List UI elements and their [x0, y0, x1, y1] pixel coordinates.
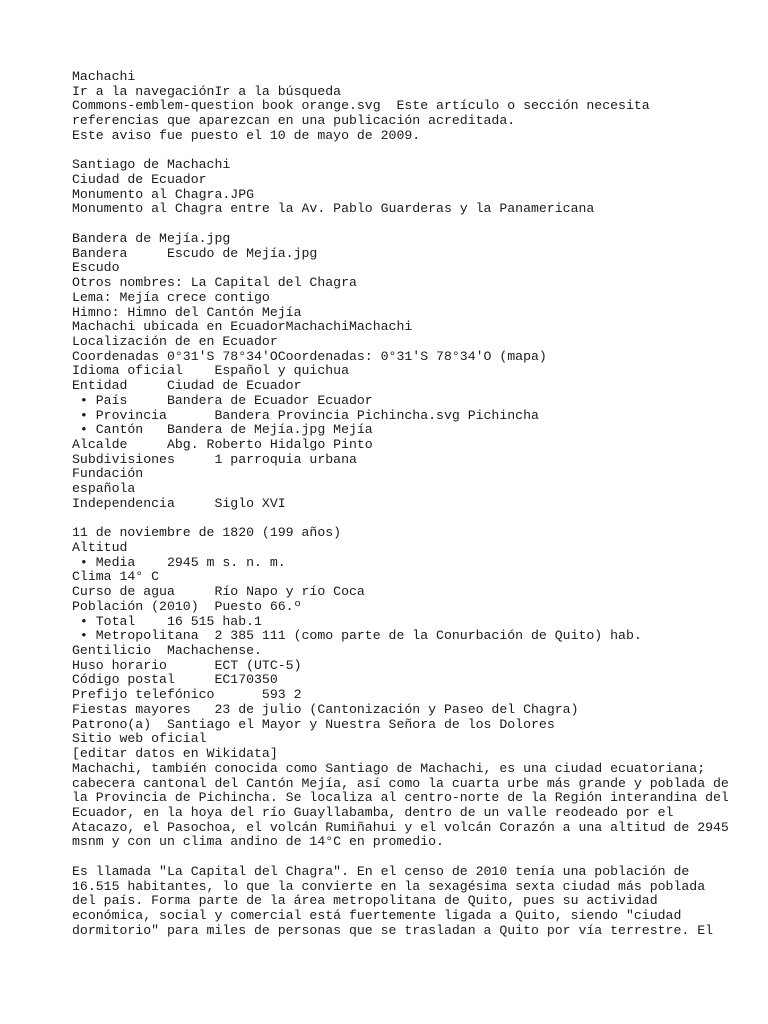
text-line: Escudo [72, 260, 120, 276]
text-line: Fundación [72, 466, 144, 482]
text-line: Localización de en Ecuador [72, 333, 278, 349]
text-line: • Total 16 515 hab.1 [72, 613, 262, 629]
blank-line [72, 217, 712, 232]
text-line: Subdivisiones 1 parroquia urbana [72, 451, 357, 467]
text-line: Bandera de Mejía.jpg [72, 230, 231, 246]
text-line: Bandera Escudo de Mejía.jpg [72, 245, 318, 261]
text-line: Lema: Mejía crece contigo [72, 289, 270, 305]
text-line: Huso horario ECT (UTC-5) [72, 657, 302, 673]
text-line: Curso de agua Río Napo y río Coca [72, 584, 365, 600]
text-line: Ir a la navegaciónIr a la búsqueda [72, 83, 342, 99]
document-body [72, 69, 729, 938]
blank-line [72, 850, 712, 865]
text-line: Idioma oficial Español y quichua [72, 363, 349, 379]
text-line: • Metropolitana 2 385 111 (como parte de la Conurbación de Quito) hab. [72, 628, 642, 644]
text-line: Patrono(a) Santiago el Mayor y Nuestra Señora de los Dolores [72, 716, 555, 732]
text-line: 11 de noviembre de 1820 (199 años) [72, 525, 342, 541]
text-line: msnm y con un clima andino de 14°C en promedio. [72, 834, 444, 850]
blank-line [72, 144, 712, 159]
text-line: Monumento al Chagra entre la Av. Pablo Guarderas y la Panamericana [72, 201, 595, 217]
text-line: la Provincia de Pichincha. Se localiza al centro-norte de la Región interandina del [72, 790, 729, 806]
text-line: Atacazo, el Pasochoa, el volcán Rumiñahui y el volcán Corazón a una altitud de 2945 [72, 819, 729, 835]
text-line: Ciudad de Ecuador [72, 172, 207, 188]
text-line: Población (2010) Puesto 66.º [72, 598, 302, 614]
text-line: • País Bandera de Ecuador Ecuador [72, 392, 373, 408]
text-line: Alcalde Abg. Roberto Hidalgo Pinto [72, 436, 373, 452]
text-line: Entidad Ciudad de Ecuador [72, 378, 302, 394]
text-line: 16.515 habitantes, lo que la convierte en la sexagésima sexta ciudad más poblada [72, 878, 706, 894]
text-line: Santiago de Machachi [72, 157, 231, 173]
text-line: Independencia Siglo XVI [72, 495, 286, 511]
text-line: Coordenadas 0°31′S 78°34′OCoordenadas: 0°31′S 78°34′O (mapa) [72, 348, 547, 364]
text-line: económica, social y comercial está fuertemente ligada a Quito, siendo "ciudad [72, 907, 682, 923]
text-line: Otros nombres: La Capital del Chagra [72, 275, 357, 291]
text-line: Prefijo telefónico 593 2 [72, 687, 302, 703]
text-line: Código postal EC170350 [72, 672, 278, 688]
text-line: Machachi ubicada en EcuadorMachachiMachachi [72, 319, 413, 335]
text-line: [editar datos en Wikidata] [72, 746, 278, 762]
text-line: Altitud [72, 540, 128, 555]
text-line: Ecuador, en la hoya del río Guayllabamba, dentro de un valle reodeado por el [72, 804, 674, 820]
text-line: Clima 14° C [72, 569, 160, 585]
text-line: del país. Forma parte de la área metropolitana de Quito, pues su actividad [72, 893, 658, 909]
text-line: • Cantón Bandera de Mejía.jpg Mejía [72, 422, 373, 438]
text-line: Commons-emblem-question book orange.svg Este artículo o sección necesita [72, 98, 650, 114]
text-line: • Media 2945 m s. n. m. [72, 554, 286, 570]
text-line: española [72, 481, 136, 497]
text-line: Es llamada "La Capital del Chagra". En el censo de 2010 tenía una población de [72, 863, 690, 879]
text-line: Machachi [72, 69, 136, 84]
blank-line [72, 512, 712, 527]
text-line: Fiestas mayores 23 de julio (Cantonización y Paseo del Chagra) [72, 701, 579, 717]
text-line: Gentilicio Machachense. [72, 643, 262, 659]
text-line: Sitio web oficial [72, 731, 207, 747]
text-line: Este aviso fue puesto el 10 de mayo de 2009. [72, 127, 421, 143]
text-line: Himno: Himno del Cantón Mejía [72, 304, 302, 320]
text-line: • Provincia Bandera Provincia Pichincha.svg Pichincha [72, 407, 539, 423]
text-line: cabecera cantonal del Cantón Mejía, así como la cuarta urbe más grande y poblada de [72, 775, 729, 791]
text-line: Monumento al Chagra.JPG [72, 186, 255, 202]
text-line: referencias que aparezcan en una publicación acreditada. [72, 113, 516, 129]
text-line: Machachi, también conocida como Santiago de Machachi, es una ciudad ecuatoriana; [72, 760, 706, 776]
text-line: dormitorio" para miles de personas que se trasladan a Quito por vía terrestre. El [72, 922, 714, 938]
